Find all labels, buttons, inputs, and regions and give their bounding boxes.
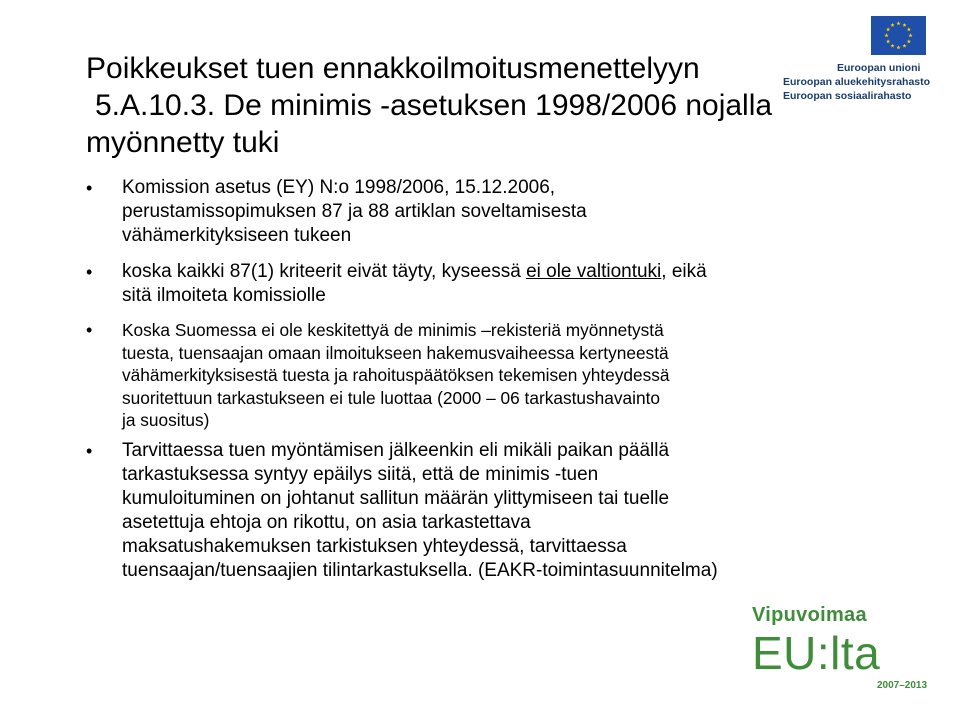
eu-star-icon [907,27,911,31]
eu-star-icon [886,27,890,31]
bullet-dot: • [86,440,93,461]
eu-star-icon [902,44,906,48]
eu-star-icon [908,33,912,37]
eu-star-icon [896,45,900,49]
bullet-3-line-4: suoritettuun tarkastukseen ei tule luottaa (2000 – 06 tarkastushavainto [122,387,660,408]
bullet-item-4 [82,439,882,583]
valtiontuki-underlined: ei ole valtiontuki [526,261,662,282]
bullet-2-line-1-start: koska kaikki 87(1) kriteerit eivät täyty, kyseessä [122,261,527,282]
bullet-1-line-1: Komission asetus (EY) N:o 1998/2006, 15.12.2006, [122,177,556,198]
bullet-2-line-2: sitä ilmoiteta komissiolle [122,285,326,306]
bullet-4-line-5: maksatushakemuksen tarkistuksen yhteydessä, tarvittaessa [122,535,627,557]
bullet-4-line-3: kumuloituminen on johtanut sallitun määrän ylittymiseen tai tuelle [122,487,670,509]
eu-stars-icon [871,16,926,55]
bullet-3-line-1: Koska Suomessa ei ole keskitettyä de minimis –rekisteriä myönnetystä [122,320,664,340]
eu-star-icon [886,39,890,43]
bullet-3-line-2: tuesta, tuensaajan omaan ilmoitukseen hakemusvaiheessa kertyneestä [122,342,669,363]
bullet-dot: • [86,320,93,340]
bullet-4-line-2: tarkastuksessa syntyy epäilys siitä, että de minimis -tuen [122,463,599,485]
eu-star-icon [902,23,906,27]
bullet-3-line-5: ja suositus) [122,410,210,430]
bullet-4-line-6: tuensaajan/tuensaajien tilintarkastuksella. (EAKR-toimintasuunnitelma) [122,559,718,581]
bullet-dot: • [86,178,93,198]
vipuvoimaa-years: 2007–2013 [877,680,928,691]
vipuvoimaa-title: Vipuvoimaa [752,604,867,626]
bullet-1-line-3: vähämerkityksiseen tukeen [122,225,352,246]
eu-logo [783,16,953,108]
eu-logo-line-1: Euroopan unioni [837,62,921,74]
bullet-item-3 [82,319,882,432]
eu-star-icon [890,44,894,48]
bullet-4-line-4: asetettuja ehtoja on rikottu, on asia tarkastettava [122,511,531,533]
title-line-2: 5.A.10.3. De minimis -asetuksen 1998/2006 nojalla [95,89,773,122]
bullet-3-line-3: vähämerkityksisestä tuesta ja rahoituspäätöksen tekemisen yhteydessä [122,365,670,385]
bullet-2-line-1-end: , eikä [661,261,707,282]
eu-logo-line-2: Euroopan aluekehitysrahasto [783,76,931,88]
bullet-4-line-1: Tarvittaessa tuen myöntämisen jälkeenkin eli mikäli paikan päällä [122,439,670,461]
bullet-item-2 [82,260,882,308]
eu-star-icon [884,33,888,37]
eu-star-icon [890,23,894,27]
slide-title [86,50,866,161]
title-line-3: myönnetty tuki [86,126,280,159]
bullet-1-line-2: perustamissopimuksen 87 ja 88 artiklan soveltamisesta [122,201,587,222]
bullet-item-1 [82,176,882,248]
bullet-list [82,176,882,583]
bullet-dot: • [86,262,93,282]
eu-star-icon [896,21,900,25]
title-line-1: Poikkeukset tuen ennakkoilmoitusmenettelyyn [86,52,700,85]
eu-star-icon [907,39,911,43]
eu-logo-line-3: Euroopan sosiaalirahasto [783,90,912,102]
eu-flag-icon [871,16,926,55]
vipuvoimaa-brand: EU:lta [752,627,881,679]
eu-logo-text [783,61,953,103]
vipuvoimaa-logo [752,604,942,704]
